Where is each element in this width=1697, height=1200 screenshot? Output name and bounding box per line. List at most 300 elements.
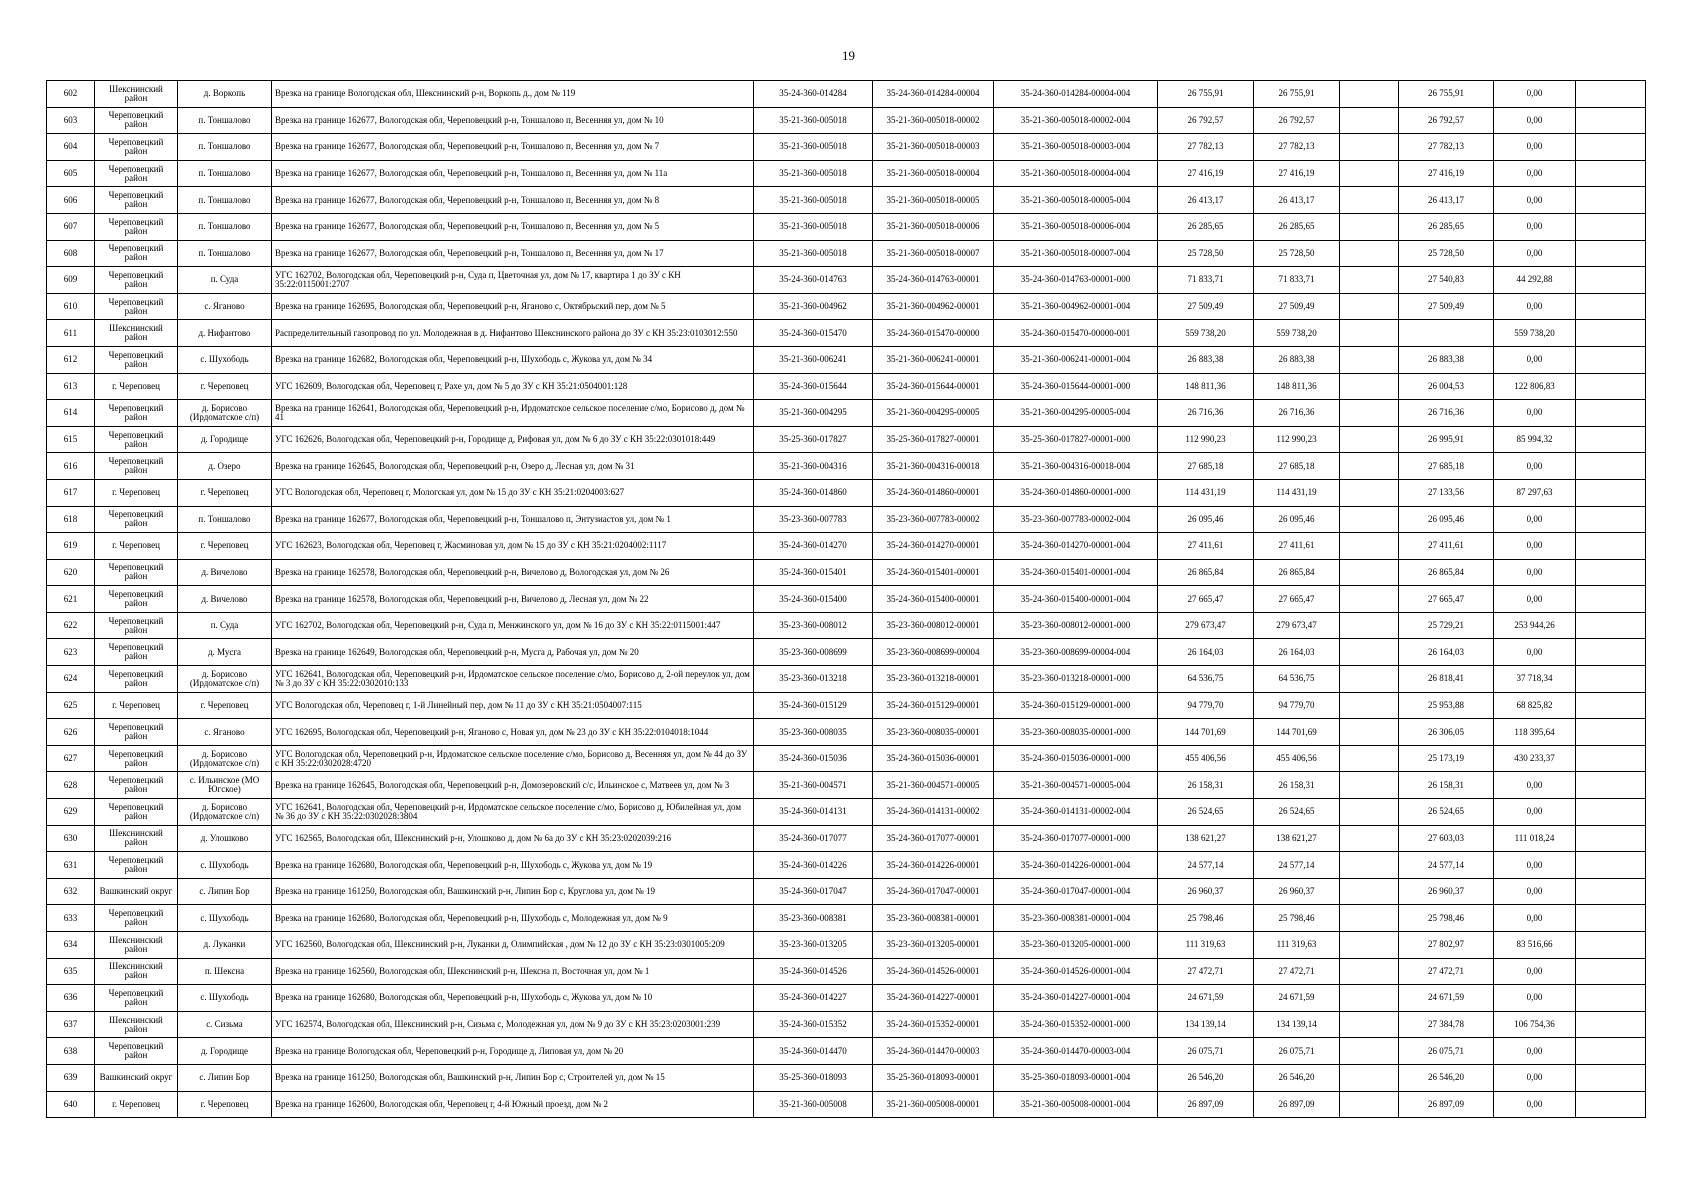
empty-last-cell [1576,905,1646,932]
locality-cell: с. Шухободь [178,852,272,879]
table-row [47,293,1646,320]
sub-object-code-cell: 35-23-360-007783-00002 [873,506,994,533]
empty-last-cell [1576,745,1646,772]
registry-table [46,80,1646,1118]
row-number: 603 [47,107,95,134]
amount-cell: 26 960,37 [1254,878,1340,905]
table-row [47,905,1646,932]
empty-last-cell [1576,506,1646,533]
district-cell: Череповецкий район [95,719,178,746]
object-code-cell: 35-23-360-008381 [754,905,873,932]
full-code-cell: 35-21-360-004962-00001-004 [994,293,1158,320]
amount-part-2-cell: 0,00 [1494,240,1576,267]
sub-object-code-cell: 35-21-360-005018-00007 [873,240,994,267]
full-code-cell: 35-23-360-008012-00001-000 [994,612,1158,639]
sub-object-code-cell: 35-24-360-014227-00001 [873,985,994,1012]
sub-object-code-cell: 35-24-360-017077-00001 [873,825,994,852]
amount-part-1-cell: 25 728,50 [1399,240,1494,267]
object-code-cell: 35-25-360-018093 [754,1064,873,1091]
amount-cell: 26 158,31 [1254,772,1340,799]
total-amount-cell: 111 319,63 [1158,932,1254,959]
empty-last-cell [1576,772,1646,799]
row-number: 629 [47,799,95,826]
empty-cell [1340,400,1399,427]
table-row [47,958,1646,985]
full-code-cell: 35-24-360-015036-00001-000 [994,745,1158,772]
sub-object-code-cell: 35-21-360-005018-00003 [873,134,994,161]
total-amount-cell: 26 792,57 [1158,107,1254,134]
total-amount-cell: 71 833,71 [1158,267,1254,294]
amount-cell: 26 075,71 [1254,1038,1340,1065]
empty-last-cell [1576,346,1646,373]
total-amount-cell: 26 158,31 [1158,772,1254,799]
row-number: 635 [47,958,95,985]
table-row [47,373,1646,400]
total-amount-cell: 25 728,50 [1158,240,1254,267]
row-number: 624 [47,666,95,693]
full-code-cell: 35-24-360-015400-00001-004 [994,586,1158,613]
amount-part-2-cell: 0,00 [1494,160,1576,187]
empty-cell [1340,81,1399,108]
amount-part-2-cell: 0,00 [1494,213,1576,240]
amount-part-1-cell: 26 995,91 [1399,426,1494,453]
amount-part-1-cell: 25 173,19 [1399,745,1494,772]
amount-part-2-cell: 0,00 [1494,878,1576,905]
address-cell: Врезка на границе 162677, Вологодская обл, Череповецкий р-н, Тоншалово п, Весенняя ул, дом № 7 [272,134,754,161]
full-code-cell: 35-21-360-005018-00005-004 [994,187,1158,214]
row-number: 615 [47,426,95,453]
amount-part-1-cell: 26 897,09 [1399,1091,1494,1118]
amount-part-2-cell: 0,00 [1494,852,1576,879]
object-code-cell: 35-23-360-007783 [754,506,873,533]
amount-cell: 26 095,46 [1254,506,1340,533]
empty-last-cell [1576,1064,1646,1091]
empty-last-cell [1576,160,1646,187]
amount-part-1-cell: 24 577,14 [1399,852,1494,879]
amount-part-1-cell: 27 384,78 [1399,1011,1494,1038]
address-cell: Врезка на границе Вологодская обл, Череповецкий р-н, Городище д, Липовая ул, дом № 20 [272,1038,754,1065]
locality-cell: с. Яганово [178,719,272,746]
amount-part-1-cell: 26 960,37 [1399,878,1494,905]
empty-cell [1340,107,1399,134]
district-cell: Череповецкий район [95,559,178,586]
empty-cell [1340,825,1399,852]
total-amount-cell: 26 075,71 [1158,1038,1254,1065]
district-cell: Череповецкий район [95,772,178,799]
empty-last-cell [1576,533,1646,560]
address-cell: Врезка на границе 162677, Вологодская обл, Череповецкий р-н, Тоншалово п, Весенняя ул, дом № 5 [272,213,754,240]
district-cell: г. Череповец [95,479,178,506]
empty-last-cell [1576,479,1646,506]
amount-cell: 26 546,20 [1254,1064,1340,1091]
full-code-cell: 35-21-360-004295-00005-004 [994,400,1158,427]
locality-cell: д. Городище [178,1038,272,1065]
sub-object-code-cell: 35-24-360-014526-00001 [873,958,994,985]
address-cell: УГС 162626, Вологодская обл, Череповецкий р-н, Городище д, Рифовая ул, дом № 6 до ЗУ с КН 35:22:0301018:449 [272,426,754,453]
amount-part-2-cell: 0,00 [1494,107,1576,134]
address-cell: УГС Вологодская обл, Череповецкий р-н, Ирдоматское сельское поселение с/мо, Борисово д, Весенняя ул, дом № 44 до ЗУ с КН 35:22:0302028:4720 [272,745,754,772]
amount-cell: 26 883,38 [1254,346,1340,373]
full-code-cell: 35-24-360-015129-00001-000 [994,692,1158,719]
address-cell: УГС 162641, Вологодская обл, Череповецкий р-н, Ирдоматское сельское поселение с/мо, Борисово д, Юбилейная ул, дом № 36 до ЗУ с КН 35:22:0302028:3804 [272,799,754,826]
total-amount-cell: 27 685,18 [1158,453,1254,480]
empty-last-cell [1576,559,1646,586]
amount-part-2-cell: 0,00 [1494,346,1576,373]
address-cell: Врезка на границе 162649, Вологодская обл, Череповецкий р-н, Мусга д, Рабочая ул, дом № 20 [272,639,754,666]
empty-last-cell [1576,213,1646,240]
amount-part-2-cell: 83 516,66 [1494,932,1576,959]
address-cell: УГС 162695, Вологодская обл, Череповецкий р-н, Яганово с, Новая ул, дом № 23 до ЗУ с КН 35:22:0104018:1044 [272,719,754,746]
amount-part-2-cell: 0,00 [1494,639,1576,666]
sub-object-code-cell: 35-21-360-005018-00002 [873,107,994,134]
address-cell: Врезка на границе 162645, Вологодская обл, Череповецкий р-н, Озеро д, Лесная ул, дом № 31 [272,453,754,480]
empty-last-cell [1576,719,1646,746]
empty-cell [1340,134,1399,161]
row-number: 621 [47,586,95,613]
district-cell: Шекснинский район [95,825,178,852]
district-cell: Череповецкий район [95,985,178,1012]
empty-last-cell [1576,373,1646,400]
amount-cell: 26 792,57 [1254,107,1340,134]
empty-last-cell [1576,426,1646,453]
empty-cell [1340,719,1399,746]
amount-cell: 148 811,36 [1254,373,1340,400]
table-row [47,267,1646,294]
amount-part-2-cell: 253 944,26 [1494,612,1576,639]
row-number: 602 [47,81,95,108]
empty-last-cell [1576,958,1646,985]
row-number: 617 [47,479,95,506]
total-amount-cell: 26 413,17 [1158,187,1254,214]
locality-cell: г. Череповец [178,479,272,506]
district-cell: Череповецкий район [95,506,178,533]
object-code-cell: 35-24-360-015401 [754,559,873,586]
address-cell: Распределительный газопровод по ул. Молодежная в д. Нифантово Шекснинского района до ЗУ с КН 35:23:0103012:550 [272,320,754,347]
object-code-cell: 35-21-360-006241 [754,346,873,373]
full-code-cell: 35-24-360-015644-00001-000 [994,373,1158,400]
row-number: 622 [47,612,95,639]
empty-last-cell [1576,799,1646,826]
row-number: 609 [47,267,95,294]
full-code-cell: 35-21-360-005008-00001-004 [994,1091,1158,1118]
empty-last-cell [1576,852,1646,879]
district-cell: г. Череповец [95,1091,178,1118]
empty-last-cell [1576,400,1646,427]
locality-cell: д. Городище [178,426,272,453]
district-cell: Череповецкий район [95,187,178,214]
object-code-cell: 35-24-360-015352 [754,1011,873,1038]
full-code-cell: 35-21-360-004571-00005-004 [994,772,1158,799]
amount-part-1-cell: 27 802,97 [1399,932,1494,959]
object-code-cell: 35-24-360-015036 [754,745,873,772]
sub-object-code-cell: 35-24-360-015036-00001 [873,745,994,772]
object-code-cell: 35-24-360-014226 [754,852,873,879]
empty-last-cell [1576,985,1646,1012]
amount-cell: 27 509,49 [1254,293,1340,320]
locality-cell: п. Суда [178,267,272,294]
row-number: 634 [47,932,95,959]
amount-part-1-cell: 26 158,31 [1399,772,1494,799]
row-number: 610 [47,293,95,320]
amount-part-2-cell: 44 292,88 [1494,267,1576,294]
row-number: 638 [47,1038,95,1065]
locality-cell: п. Тоншалово [178,187,272,214]
total-amount-cell: 138 621,27 [1158,825,1254,852]
district-cell: Череповецкий район [95,213,178,240]
amount-cell: 26 716,36 [1254,400,1340,427]
empty-cell [1340,852,1399,879]
object-code-cell: 35-24-360-014284 [754,81,873,108]
district-cell: Череповецкий район [95,799,178,826]
sub-object-code-cell: 35-23-360-013205-00001 [873,932,994,959]
address-cell: Врезка на границе 162682, Вологодская обл, Череповецкий р-н, Шухободь с, Жукова ул, дом № 34 [272,346,754,373]
empty-last-cell [1576,666,1646,693]
locality-cell: п. Тоншалово [178,134,272,161]
amount-part-1-cell: 26 792,57 [1399,107,1494,134]
amount-cell: 94 779,70 [1254,692,1340,719]
table-row [47,134,1646,161]
locality-cell: д. Вичелово [178,559,272,586]
amount-part-1-cell: 26 865,84 [1399,559,1494,586]
amount-part-2-cell: 0,00 [1494,586,1576,613]
locality-cell: п. Шексна [178,958,272,985]
row-number: 606 [47,187,95,214]
full-code-cell: 35-24-360-015470-00000-001 [994,320,1158,347]
amount-part-1-cell: 26 883,38 [1399,346,1494,373]
row-number: 613 [47,373,95,400]
amount-part-2-cell: 0,00 [1494,187,1576,214]
amount-cell: 559 738,20 [1254,320,1340,347]
locality-cell: с. Липин Бор [178,1064,272,1091]
empty-cell [1340,267,1399,294]
object-code-cell: 35-21-360-005018 [754,187,873,214]
locality-cell: с. Сизьма [178,1011,272,1038]
empty-last-cell [1576,107,1646,134]
district-cell: Череповецкий район [95,852,178,879]
address-cell: Врезка на границе 162677, Вологодская обл, Череповецкий р-н, Тоншалово п, Энтузиастов ул, дом № 1 [272,506,754,533]
amount-cell: 26 865,84 [1254,559,1340,586]
table-row [47,213,1646,240]
locality-cell: г. Череповец [178,1091,272,1118]
table-row [47,745,1646,772]
locality-cell: п. Тоншалово [178,240,272,267]
empty-last-cell [1576,453,1646,480]
total-amount-cell: 26 285,65 [1158,213,1254,240]
table-row [47,346,1646,373]
full-code-cell: 35-23-360-013205-00001-000 [994,932,1158,959]
address-cell: Врезка на границе 162680, Вологодская обл, Череповецкий р-н, Шухободь с, Молодежная ул, дом № 9 [272,905,754,932]
address-cell: Врезка на границе 162641, Вологодская обл, Череповецкий р-н, Ирдоматское сельское поселение с/мо, Борисово д, дом № 41 [272,400,754,427]
address-cell: УГС 162702, Вологодская обл, Череповецкий р-н, Суда п, Менжинского ул, дом № 16 до ЗУ с КН 35:22:0115001:447 [272,612,754,639]
amount-part-2-cell: 0,00 [1494,293,1576,320]
empty-cell [1340,346,1399,373]
table-row [47,559,1646,586]
table-row [47,1091,1646,1118]
empty-last-cell [1576,134,1646,161]
table-row [47,1038,1646,1065]
locality-cell: с. Шухободь [178,346,272,373]
amount-cell: 144 701,69 [1254,719,1340,746]
amount-part-2-cell: 430 233,37 [1494,745,1576,772]
amount-part-2-cell: 0,00 [1494,559,1576,586]
total-amount-cell: 26 524,65 [1158,799,1254,826]
table-row [47,666,1646,693]
sub-object-code-cell: 35-24-360-014131-00002 [873,799,994,826]
empty-cell [1340,320,1399,347]
total-amount-cell: 26 755,91 [1158,81,1254,108]
table-row [47,586,1646,613]
row-number: 607 [47,213,95,240]
amount-cell: 455 406,56 [1254,745,1340,772]
total-amount-cell: 27 416,19 [1158,160,1254,187]
address-cell: УГС 162574, Вологодская обл, Шекснинский р-н, Сизьма с, Молодежная ул, дом № 9 до ЗУ с КН 35:23:0203001:239 [272,1011,754,1038]
empty-cell [1340,905,1399,932]
full-code-cell: 35-24-360-015352-00001-000 [994,1011,1158,1038]
full-code-cell: 35-21-360-005018-00007-004 [994,240,1158,267]
full-code-cell: 35-23-360-007783-00002-004 [994,506,1158,533]
address-cell: УГС Вологодская обл, Череповец г, Мологская ул, дом № 15 до ЗУ с КН 35:21:0204003:627 [272,479,754,506]
sub-object-code-cell: 35-21-360-004316-00018 [873,453,994,480]
amount-part-1-cell: 25 798,46 [1399,905,1494,932]
sub-object-code-cell: 35-24-360-015470-00000 [873,320,994,347]
locality-cell: с. Яганово [178,293,272,320]
total-amount-cell: 24 577,14 [1158,852,1254,879]
locality-cell: с. Шухободь [178,905,272,932]
amount-part-1-cell [1399,320,1494,347]
full-code-cell: 35-23-360-008699-00004-004 [994,639,1158,666]
object-code-cell: 35-23-360-008012 [754,612,873,639]
amount-part-1-cell: 24 671,59 [1399,985,1494,1012]
row-number: 637 [47,1011,95,1038]
locality-cell: с. Шухободь [178,985,272,1012]
empty-cell [1340,506,1399,533]
address-cell: Врезка на границе 162677, Вологодская обл, Череповецкий р-н, Тоншалово п, Весенняя ул, дом № 8 [272,187,754,214]
empty-cell [1340,666,1399,693]
locality-cell: п. Тоншалово [178,107,272,134]
total-amount-cell: 26 960,37 [1158,878,1254,905]
amount-cell: 64 536,75 [1254,666,1340,693]
table-row [47,187,1646,214]
full-code-cell: 35-24-360-014526-00001-004 [994,958,1158,985]
total-amount-cell: 26 865,84 [1158,559,1254,586]
empty-last-cell [1576,320,1646,347]
amount-part-1-cell: 26 524,65 [1399,799,1494,826]
object-code-cell: 35-25-360-017827 [754,426,873,453]
row-number: 605 [47,160,95,187]
amount-part-1-cell: 26 095,46 [1399,506,1494,533]
amount-part-1-cell: 27 685,18 [1399,453,1494,480]
address-cell: Врезка на границе 162680, Вологодская обл, Череповецкий р-н, Шухободь с, Жукова ул, дом № 19 [272,852,754,879]
full-code-cell: 35-21-360-005018-00004-004 [994,160,1158,187]
address-cell: Врезка на границе Вологодская обл, Шекснинский р-н, Воркопь д., дом № 119 [272,81,754,108]
amount-part-1-cell: 26 818,41 [1399,666,1494,693]
district-cell: Череповецкий район [95,107,178,134]
amount-cell: 26 285,65 [1254,213,1340,240]
total-amount-cell: 279 673,47 [1158,612,1254,639]
total-amount-cell: 26 897,09 [1158,1091,1254,1118]
amount-part-1-cell: 26 716,36 [1399,400,1494,427]
row-number: 639 [47,1064,95,1091]
row-number: 618 [47,506,95,533]
table-row [47,453,1646,480]
amount-part-2-cell: 106 754,36 [1494,1011,1576,1038]
amount-part-2-cell: 118 395,64 [1494,719,1576,746]
total-amount-cell: 24 671,59 [1158,985,1254,1012]
amount-part-2-cell: 111 018,24 [1494,825,1576,852]
sub-object-code-cell: 35-24-360-015400-00001 [873,586,994,613]
total-amount-cell: 112 990,23 [1158,426,1254,453]
address-cell: Врезка на границе 162645, Вологодская обл, Череповецкий р-н, Домозеровский с/с, Ильинское с, Матвеев ул, дом № 3 [272,772,754,799]
amount-part-1-cell: 27 472,71 [1399,958,1494,985]
address-cell: Врезка на границе 162677, Вологодская обл, Череповецкий р-н, Тоншалово п, Весенняя ул, дом № 17 [272,240,754,267]
amount-cell: 114 431,19 [1254,479,1340,506]
district-cell: Череповецкий район [95,666,178,693]
object-code-cell: 35-21-360-005018 [754,107,873,134]
total-amount-cell: 64 536,75 [1158,666,1254,693]
amount-part-1-cell: 26 755,91 [1399,81,1494,108]
address-cell: Врезка на границе 162560, Вологодская обл, Шекснинский р-н, Шексна п, Восточная ул, дом № 1 [272,958,754,985]
full-code-cell: 35-24-360-017047-00001-004 [994,878,1158,905]
locality-cell: д. Улошково [178,825,272,852]
district-cell: г. Череповец [95,373,178,400]
amount-part-2-cell: 0,00 [1494,985,1576,1012]
district-cell: Шекснинский район [95,320,178,347]
locality-cell: г. Череповец [178,533,272,560]
empty-cell [1340,772,1399,799]
empty-cell [1340,160,1399,187]
total-amount-cell: 144 701,69 [1158,719,1254,746]
row-number: 628 [47,772,95,799]
address-cell: Врезка на границе 162677, Вологодская обл, Череповецкий р-н, Тоншалово п, Весенняя ул, дом № 11а [272,160,754,187]
empty-last-cell [1576,240,1646,267]
total-amount-cell: 25 798,46 [1158,905,1254,932]
amount-part-2-cell: 122 806,83 [1494,373,1576,400]
empty-last-cell [1576,612,1646,639]
total-amount-cell: 114 431,19 [1158,479,1254,506]
amount-part-2-cell: 0,00 [1494,134,1576,161]
locality-cell: д. Борисово (Ирдоматское с/п) [178,666,272,693]
total-amount-cell: 27 665,47 [1158,586,1254,613]
sub-object-code-cell: 35-21-360-005018-00004 [873,160,994,187]
amount-part-1-cell: 27 540,83 [1399,267,1494,294]
object-code-cell: 35-21-360-005018 [754,134,873,161]
empty-cell [1340,1064,1399,1091]
sub-object-code-cell: 35-21-360-005018-00005 [873,187,994,214]
full-code-cell: 35-21-360-006241-00001-004 [994,346,1158,373]
locality-cell: д. Воркопь [178,81,272,108]
amount-cell: 26 755,91 [1254,81,1340,108]
table-row [47,612,1646,639]
district-cell: Шекснинский район [95,1011,178,1038]
table-row [47,320,1646,347]
object-code-cell: 35-21-360-004295 [754,400,873,427]
empty-cell [1340,453,1399,480]
table-row [47,81,1646,108]
row-number: 640 [47,1091,95,1118]
object-code-cell: 35-24-360-017077 [754,825,873,852]
amount-part-2-cell: 0,00 [1494,506,1576,533]
empty-cell [1340,293,1399,320]
object-code-cell: 35-21-360-005018 [754,160,873,187]
object-code-cell: 35-23-360-008035 [754,719,873,746]
district-cell: Череповецкий район [95,639,178,666]
district-cell: Череповецкий район [95,905,178,932]
full-code-cell: 35-23-360-008381-00001-004 [994,905,1158,932]
district-cell: Череповецкий район [95,453,178,480]
empty-last-cell [1576,692,1646,719]
full-code-cell: 35-24-360-014226-00001-004 [994,852,1158,879]
empty-last-cell [1576,825,1646,852]
